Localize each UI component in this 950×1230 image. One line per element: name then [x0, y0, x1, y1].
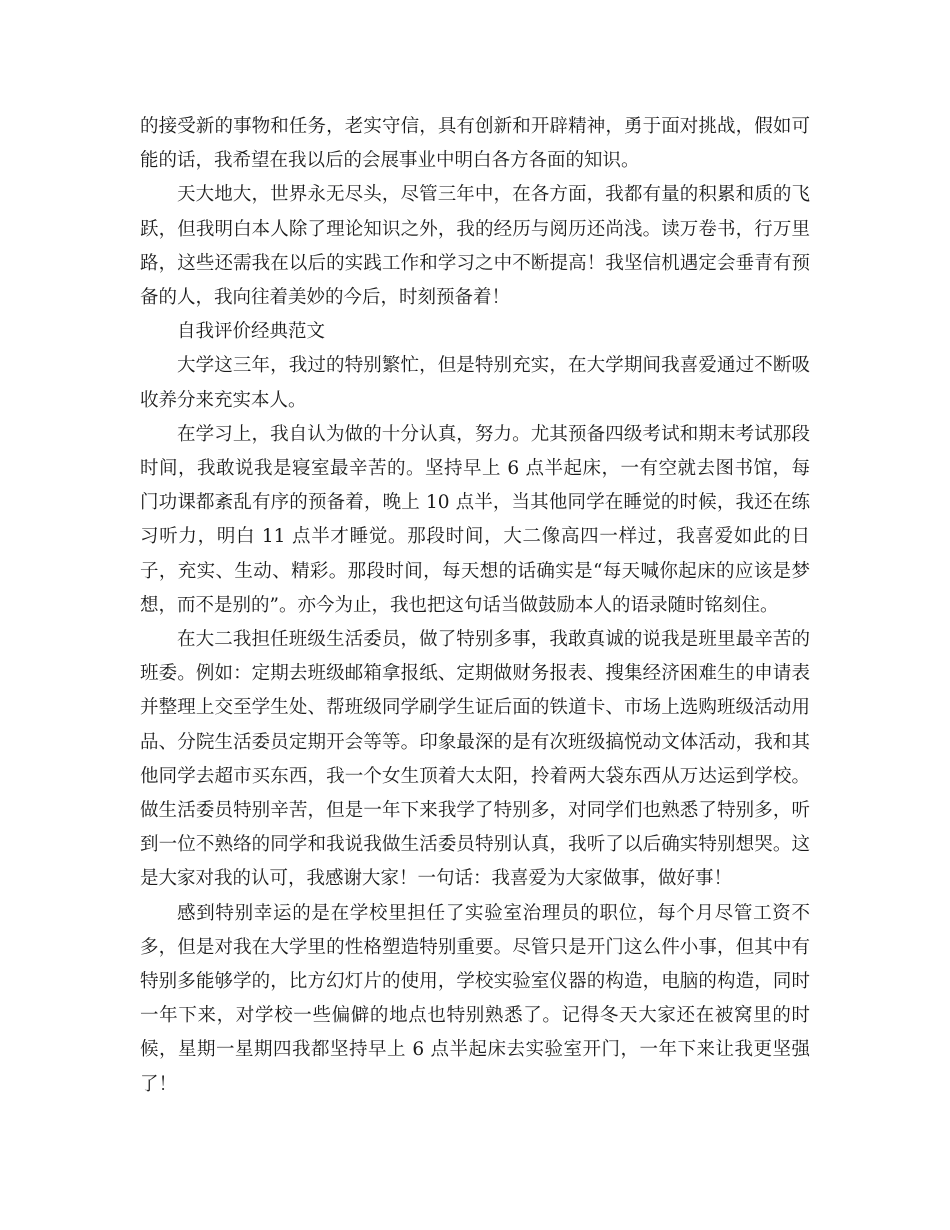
paragraph-study: 在学习上，我自认为做的十分认真，努力。尤其预备四级考试和期末考试那段时间，我敢说我是寝室最辛苦的。坚持早上 6 点半起床，一有空就去图书馆，每门功课都紊乱有序的预备着，晚上 10 点半，当其他同学在睡觉的时候，我还在练习听力，明白 11 点半才睡觉。那段时间，大二像高四一样过，我喜爱如此的日子，充实、生动、精彩。那段时间，每天想的话确实是“每天喊你起床的应该是梦想，而不是别的”。亦今为止，我也把这句话当做鼓励本人的语录随时铭刻住。: [140, 423, 810, 616]
paragraph-experience: 天大地大，世界永无尽头，尽管三年中，在各方面，我都有量的积累和质的飞跃，但我明白本人除了理论知识之外，我的经历与阅历还尚浅。读万卷书，行万里路，这些还需我在以后的实践工作和学习之中不断提高！我坚信机遇定会垂青有预备的人，我向往着美妙的今后，时刻预备着！: [140, 184, 810, 309]
paragraph-committee: 在大二我担任班级生活委员，做了特别多事，我敢真诚的说我是班里最辛苦的班委。例如：定期去班级邮箱拿报纸、定期做财务报表、搜集经济困难生的申请表并整理上交至学生处、帮班级同学刷学生证后面的铁道卡、市场上选购班级活动用品、分院生活委员定期开会等等。印象最深的是有次班级搞悦动文体活动，我和其他同学去超市买东西，我一个女生顶着大太阳，拎着两大袋东西从万达运到学校。做生活委员特别辛苦，但是一年下来我学了特别多，对同学们也熟悉了特别多，听到一位不熟络的同学和我说我做生活委员特别认真，我听了以后确实特别想哭。这是大家对我的认可，我感谢大家！一句话：我喜爱为大家做事，做好事！: [140, 629, 810, 890]
paragraph-continuation: 的接受新的事物和任务，老实守信，具有创新和开辟精神，勇于面对挑战，假如可能的话，我希望在我以后的会展事业中明白各方各面的知识。: [140, 116, 810, 172]
document-body: [140, 110, 810, 1102]
paragraph-lab: 感到特别幸运的是在学校里担任了实验室治理员的职位，每个月尽管工资不多，但是对我在大学里的性格塑造特别重要。尽管只是开门这么件小事，但其中有特别多能够学的，比方幻灯片的使用，学校实验室仪器的构造，电脑的构造，同时一年下来，对学校一些偏僻的地点也特别熟悉了。记得冬天大家还在被窝里的时候，星期一星期四我都坚持早上 6 点半起床去实验室开门，一年下来让我更坚强了！: [140, 902, 810, 1095]
paragraph-intro: 大学这三年，我过的特别繁忙，但是特别充实，在大学期间我喜爱通过不断吸收养分来充实本人。: [140, 355, 810, 411]
section-heading: 自我评价经典范文: [177, 321, 326, 343]
